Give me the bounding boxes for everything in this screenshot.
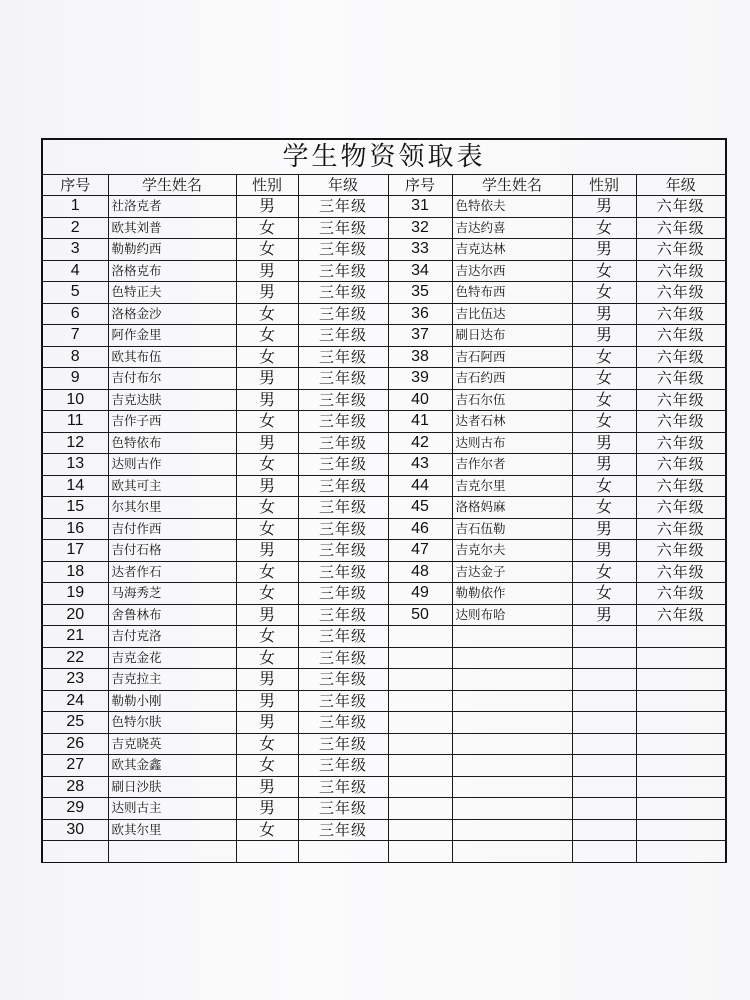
left-grade-cell: 三年级 xyxy=(298,669,388,691)
right-name-cell: 吉石约西 xyxy=(452,368,572,390)
left-no-cell: 28 xyxy=(42,776,108,798)
left-grade-cell: 三年级 xyxy=(298,690,388,712)
left-name-cell: 色特尔肤 xyxy=(108,712,236,734)
right-grade-cell xyxy=(636,798,726,820)
right-grade-cell xyxy=(636,690,726,712)
table-row xyxy=(42,217,726,239)
right-name-cell xyxy=(452,690,572,712)
right-name-cell: 吉达约喜 xyxy=(452,217,572,239)
right-gender-cell: 女 xyxy=(572,389,636,411)
table-row xyxy=(42,755,726,777)
left-name-cell: 勒勒约西 xyxy=(108,239,236,261)
left-name-cell: 吉付作西 xyxy=(108,518,236,540)
left-grade-cell: 三年级 xyxy=(298,389,388,411)
left-name-cell: 吉付石格 xyxy=(108,540,236,562)
right-name-cell: 吉克达林 xyxy=(452,239,572,261)
right-no-cell: 46 xyxy=(388,518,452,540)
left-no-cell: 9 xyxy=(42,368,108,390)
right-no-cell: 35 xyxy=(388,282,452,304)
table-row xyxy=(42,239,726,261)
header-gender-right: 性别 xyxy=(572,175,636,196)
table-row xyxy=(42,798,726,820)
left-name-cell: 欧其刘普 xyxy=(108,217,236,239)
left-no-cell: 4 xyxy=(42,260,108,282)
left-name-cell: 洛格克布 xyxy=(108,260,236,282)
right-no-cell: 34 xyxy=(388,260,452,282)
left-no-cell: 17 xyxy=(42,540,108,562)
right-grade-cell xyxy=(636,841,726,863)
table-row xyxy=(42,260,726,282)
left-no-cell: 29 xyxy=(42,798,108,820)
left-no-cell: 26 xyxy=(42,733,108,755)
left-name-cell: 吉克金花 xyxy=(108,647,236,669)
left-grade-cell: 三年级 xyxy=(298,776,388,798)
header-grade-right: 年级 xyxy=(636,175,726,196)
table-row xyxy=(42,669,726,691)
right-gender-cell: 男 xyxy=(572,540,636,562)
right-grade-cell xyxy=(636,755,726,777)
right-no-cell: 50 xyxy=(388,604,452,626)
left-no-cell xyxy=(42,841,108,863)
right-name-cell: 吉比伍达 xyxy=(452,303,572,325)
left-grade-cell: 三年级 xyxy=(298,540,388,562)
right-grade-cell: 六年级 xyxy=(636,411,726,433)
left-no-cell: 21 xyxy=(42,626,108,648)
right-no-cell xyxy=(388,776,452,798)
right-name-cell: 吉作尔者 xyxy=(452,454,572,476)
table-row xyxy=(42,604,726,626)
right-gender-cell: 男 xyxy=(572,303,636,325)
right-no-cell xyxy=(388,733,452,755)
right-no-cell: 33 xyxy=(388,239,452,261)
table-row xyxy=(42,196,726,218)
left-gender-cell: 女 xyxy=(236,497,298,519)
table-row xyxy=(42,712,726,734)
right-no-cell: 41 xyxy=(388,411,452,433)
right-grade-cell: 六年级 xyxy=(636,196,726,218)
left-grade-cell: 三年级 xyxy=(298,303,388,325)
right-grade-cell: 六年级 xyxy=(636,454,726,476)
student-supply-table xyxy=(41,138,727,863)
left-gender-cell: 女 xyxy=(236,626,298,648)
left-grade-cell: 三年级 xyxy=(298,561,388,583)
table-row xyxy=(42,346,726,368)
table-row xyxy=(42,776,726,798)
right-name-cell: 吉石阿西 xyxy=(452,346,572,368)
right-name-cell xyxy=(452,755,572,777)
left-grade-cell: 三年级 xyxy=(298,282,388,304)
right-gender-cell: 男 xyxy=(572,239,636,261)
left-grade-cell: 三年级 xyxy=(298,712,388,734)
right-name-cell: 刷日达布 xyxy=(452,325,572,347)
table-row xyxy=(42,282,726,304)
right-no-cell xyxy=(388,798,452,820)
left-no-cell: 27 xyxy=(42,755,108,777)
right-no-cell: 48 xyxy=(388,561,452,583)
right-name-cell xyxy=(452,776,572,798)
left-grade-cell: 三年级 xyxy=(298,217,388,239)
right-gender-cell xyxy=(572,819,636,841)
right-gender-cell xyxy=(572,647,636,669)
right-grade-cell: 六年级 xyxy=(636,583,726,605)
header-gender-left: 性别 xyxy=(236,175,298,196)
left-name-cell: 洛格金沙 xyxy=(108,303,236,325)
left-grade-cell: 三年级 xyxy=(298,411,388,433)
right-no-cell xyxy=(388,669,452,691)
header-no-left: 序号 xyxy=(42,175,108,196)
right-name-cell: 色特依夫 xyxy=(452,196,572,218)
left-gender-cell: 男 xyxy=(236,432,298,454)
left-grade-cell: 三年级 xyxy=(298,325,388,347)
left-gender-cell: 男 xyxy=(236,798,298,820)
form-table-wrapper xyxy=(41,138,725,863)
left-name-cell: 吉克拉主 xyxy=(108,669,236,691)
right-gender-cell: 男 xyxy=(572,325,636,347)
right-gender-cell: 女 xyxy=(572,282,636,304)
table-row xyxy=(42,454,726,476)
left-name-cell: 欧其金鑫 xyxy=(108,755,236,777)
right-gender-cell xyxy=(572,626,636,648)
right-gender-cell: 男 xyxy=(572,432,636,454)
left-grade-cell: 三年级 xyxy=(298,239,388,261)
left-grade-cell: 三年级 xyxy=(298,454,388,476)
left-name-cell: 色特正夫 xyxy=(108,282,236,304)
left-name-cell: 欧其可主 xyxy=(108,475,236,497)
right-gender-cell: 女 xyxy=(572,368,636,390)
left-name-cell: 勒勒小刚 xyxy=(108,690,236,712)
left-no-cell: 5 xyxy=(42,282,108,304)
right-grade-cell: 六年级 xyxy=(636,239,726,261)
right-name-cell: 洛格妈麻 xyxy=(452,497,572,519)
left-grade-cell: 三年级 xyxy=(298,475,388,497)
left-name-cell: 舍鲁林布 xyxy=(108,604,236,626)
right-gender-cell xyxy=(572,755,636,777)
left-gender-cell: 男 xyxy=(236,604,298,626)
left-no-cell: 14 xyxy=(42,475,108,497)
right-gender-cell xyxy=(572,798,636,820)
right-name-cell: 吉达尔西 xyxy=(452,260,572,282)
left-gender-cell: 女 xyxy=(236,239,298,261)
left-grade-cell: 三年级 xyxy=(298,432,388,454)
right-no-cell: 44 xyxy=(388,475,452,497)
left-gender-cell: 女 xyxy=(236,583,298,605)
right-no-cell: 39 xyxy=(388,368,452,390)
left-no-cell: 15 xyxy=(42,497,108,519)
left-gender-cell: 女 xyxy=(236,303,298,325)
left-no-cell: 16 xyxy=(42,518,108,540)
right-gender-cell: 女 xyxy=(572,475,636,497)
left-no-cell: 30 xyxy=(42,819,108,841)
right-gender-cell: 女 xyxy=(572,346,636,368)
left-gender-cell: 女 xyxy=(236,217,298,239)
left-name-cell: 尔其尔里 xyxy=(108,497,236,519)
right-no-cell: 47 xyxy=(388,540,452,562)
table-row xyxy=(42,690,726,712)
right-grade-cell: 六年级 xyxy=(636,217,726,239)
right-no-cell: 38 xyxy=(388,346,452,368)
left-gender-cell: 男 xyxy=(236,690,298,712)
table-row xyxy=(42,626,726,648)
right-name-cell xyxy=(452,819,572,841)
left-no-cell: 6 xyxy=(42,303,108,325)
left-gender-cell: 女 xyxy=(236,561,298,583)
right-no-cell: 32 xyxy=(388,217,452,239)
left-gender-cell: 女 xyxy=(236,325,298,347)
right-grade-cell: 六年级 xyxy=(636,475,726,497)
table-body xyxy=(42,196,726,863)
right-gender-cell: 女 xyxy=(572,583,636,605)
right-gender-cell: 女 xyxy=(572,217,636,239)
table-row xyxy=(42,518,726,540)
right-gender-cell: 男 xyxy=(572,604,636,626)
right-name-cell xyxy=(452,626,572,648)
right-name-cell: 达者石林 xyxy=(452,411,572,433)
table-row xyxy=(42,561,726,583)
right-name-cell: 达则古布 xyxy=(452,432,572,454)
right-gender-cell xyxy=(572,669,636,691)
table-row xyxy=(42,497,726,519)
right-grade-cell: 六年级 xyxy=(636,346,726,368)
header-name-right: 学生姓名 xyxy=(452,175,572,196)
left-no-cell: 13 xyxy=(42,454,108,476)
right-gender-cell xyxy=(572,841,636,863)
table-row xyxy=(42,583,726,605)
header-no-right: 序号 xyxy=(388,175,452,196)
left-grade-cell: 三年级 xyxy=(298,604,388,626)
left-name-cell: 吉克达肤 xyxy=(108,389,236,411)
right-gender-cell: 女 xyxy=(572,260,636,282)
left-no-cell: 3 xyxy=(42,239,108,261)
left-no-cell: 2 xyxy=(42,217,108,239)
right-no-cell: 36 xyxy=(388,303,452,325)
right-grade-cell xyxy=(636,669,726,691)
right-name-cell xyxy=(452,712,572,734)
left-no-cell: 12 xyxy=(42,432,108,454)
left-gender-cell: 男 xyxy=(236,196,298,218)
right-gender-cell xyxy=(572,733,636,755)
left-gender-cell: 女 xyxy=(236,733,298,755)
right-no-cell: 49 xyxy=(388,583,452,605)
right-name-cell: 吉克尔里 xyxy=(452,475,572,497)
left-gender-cell: 男 xyxy=(236,712,298,734)
left-gender-cell: 女 xyxy=(236,647,298,669)
left-gender-cell: 女 xyxy=(236,819,298,841)
header-name-left: 学生姓名 xyxy=(108,175,236,196)
right-grade-cell: 六年级 xyxy=(636,497,726,519)
left-no-cell: 22 xyxy=(42,647,108,669)
right-grade-cell: 六年级 xyxy=(636,540,726,562)
right-name-cell: 吉达金子 xyxy=(452,561,572,583)
right-grade-cell xyxy=(636,712,726,734)
left-gender-cell: 男 xyxy=(236,540,298,562)
right-grade-cell: 六年级 xyxy=(636,518,726,540)
left-gender-cell: 女 xyxy=(236,411,298,433)
right-name-cell: 色特布西 xyxy=(452,282,572,304)
left-no-cell: 10 xyxy=(42,389,108,411)
table-row xyxy=(42,647,726,669)
left-gender-cell: 女 xyxy=(236,755,298,777)
right-gender-cell: 女 xyxy=(572,497,636,519)
left-no-cell: 8 xyxy=(42,346,108,368)
left-name-cell: 达者作石 xyxy=(108,561,236,583)
left-grade-cell: 三年级 xyxy=(298,497,388,519)
right-grade-cell: 六年级 xyxy=(636,325,726,347)
left-name-cell xyxy=(108,841,236,863)
right-grade-cell: 六年级 xyxy=(636,260,726,282)
right-grade-cell: 六年级 xyxy=(636,282,726,304)
left-grade-cell: 三年级 xyxy=(298,755,388,777)
left-gender-cell: 男 xyxy=(236,368,298,390)
left-no-cell: 24 xyxy=(42,690,108,712)
right-no-cell xyxy=(388,626,452,648)
right-grade-cell: 六年级 xyxy=(636,303,726,325)
left-no-cell: 11 xyxy=(42,411,108,433)
header-row xyxy=(42,175,726,196)
right-name-cell: 吉石尔伍 xyxy=(452,389,572,411)
left-grade-cell: 三年级 xyxy=(298,819,388,841)
right-grade-cell: 六年级 xyxy=(636,432,726,454)
right-gender-cell: 女 xyxy=(572,561,636,583)
right-no-cell: 31 xyxy=(388,196,452,218)
left-grade-cell xyxy=(298,841,388,863)
left-gender-cell: 男 xyxy=(236,475,298,497)
left-no-cell: 25 xyxy=(42,712,108,734)
right-no-cell: 45 xyxy=(388,497,452,519)
left-name-cell: 吉克晓英 xyxy=(108,733,236,755)
left-no-cell: 1 xyxy=(42,196,108,218)
right-no-cell: 43 xyxy=(388,454,452,476)
right-name-cell xyxy=(452,733,572,755)
right-gender-cell xyxy=(572,690,636,712)
left-gender-cell: 女 xyxy=(236,454,298,476)
left-grade-cell: 三年级 xyxy=(298,626,388,648)
left-grade-cell: 三年级 xyxy=(298,260,388,282)
left-grade-cell: 三年级 xyxy=(298,196,388,218)
right-name-cell: 吉克尔夫 xyxy=(452,540,572,562)
right-gender-cell: 女 xyxy=(572,411,636,433)
table-row xyxy=(42,303,726,325)
right-grade-cell: 六年级 xyxy=(636,368,726,390)
left-name-cell: 社洛克者 xyxy=(108,196,236,218)
left-name-cell: 色特依布 xyxy=(108,432,236,454)
table-row xyxy=(42,325,726,347)
header-grade-left: 年级 xyxy=(298,175,388,196)
right-grade-cell xyxy=(636,626,726,648)
left-name-cell: 达则古作 xyxy=(108,454,236,476)
right-no-cell xyxy=(388,690,452,712)
table-title: 学生物资领取表 xyxy=(42,139,726,175)
right-grade-cell xyxy=(636,647,726,669)
left-name-cell: 欧其尔里 xyxy=(108,819,236,841)
left-no-cell: 19 xyxy=(42,583,108,605)
left-name-cell: 阿作金里 xyxy=(108,325,236,347)
right-no-cell xyxy=(388,819,452,841)
right-name-cell: 吉石伍勒 xyxy=(452,518,572,540)
left-name-cell: 吉付克洛 xyxy=(108,626,236,648)
table-row xyxy=(42,368,726,390)
left-gender-cell: 女 xyxy=(236,346,298,368)
left-gender-cell xyxy=(236,841,298,863)
table-row xyxy=(42,389,726,411)
table-row xyxy=(42,411,726,433)
right-gender-cell xyxy=(572,712,636,734)
table-row xyxy=(42,733,726,755)
left-grade-cell: 三年级 xyxy=(298,346,388,368)
left-gender-cell: 男 xyxy=(236,282,298,304)
table-row xyxy=(42,819,726,841)
left-name-cell: 吉作子西 xyxy=(108,411,236,433)
left-grade-cell: 三年级 xyxy=(298,518,388,540)
right-grade-cell: 六年级 xyxy=(636,561,726,583)
right-gender-cell: 男 xyxy=(572,454,636,476)
left-no-cell: 18 xyxy=(42,561,108,583)
right-grade-cell: 六年级 xyxy=(636,604,726,626)
right-no-cell xyxy=(388,647,452,669)
right-name-cell: 勒勒依作 xyxy=(452,583,572,605)
right-gender-cell: 男 xyxy=(572,196,636,218)
left-gender-cell: 男 xyxy=(236,389,298,411)
right-no-cell xyxy=(388,712,452,734)
right-no-cell: 40 xyxy=(388,389,452,411)
left-gender-cell: 男 xyxy=(236,776,298,798)
left-name-cell: 欧其布伍 xyxy=(108,346,236,368)
table-row xyxy=(42,540,726,562)
right-name-cell xyxy=(452,841,572,863)
left-gender-cell: 男 xyxy=(236,260,298,282)
right-grade-cell xyxy=(636,776,726,798)
right-gender-cell: 男 xyxy=(572,518,636,540)
left-gender-cell: 男 xyxy=(236,669,298,691)
left-name-cell: 刷日沙肤 xyxy=(108,776,236,798)
right-name-cell xyxy=(452,669,572,691)
left-no-cell: 20 xyxy=(42,604,108,626)
left-no-cell: 23 xyxy=(42,669,108,691)
right-no-cell xyxy=(388,755,452,777)
table-row xyxy=(42,475,726,497)
left-name-cell: 吉付布尔 xyxy=(108,368,236,390)
left-grade-cell: 三年级 xyxy=(298,583,388,605)
left-grade-cell: 三年级 xyxy=(298,647,388,669)
right-grade-cell xyxy=(636,819,726,841)
right-name-cell xyxy=(452,647,572,669)
left-grade-cell: 三年级 xyxy=(298,368,388,390)
right-grade-cell xyxy=(636,733,726,755)
table-row xyxy=(42,432,726,454)
right-grade-cell: 六年级 xyxy=(636,389,726,411)
left-grade-cell: 三年级 xyxy=(298,798,388,820)
right-name-cell: 达则布哈 xyxy=(452,604,572,626)
right-no-cell: 37 xyxy=(388,325,452,347)
table-row xyxy=(42,841,726,863)
left-name-cell: 马海秀芝 xyxy=(108,583,236,605)
right-no-cell: 42 xyxy=(388,432,452,454)
left-grade-cell: 三年级 xyxy=(298,733,388,755)
right-name-cell xyxy=(452,798,572,820)
left-gender-cell: 女 xyxy=(236,518,298,540)
right-gender-cell xyxy=(572,776,636,798)
left-name-cell: 达则古主 xyxy=(108,798,236,820)
left-no-cell: 7 xyxy=(42,325,108,347)
right-no-cell xyxy=(388,841,452,863)
